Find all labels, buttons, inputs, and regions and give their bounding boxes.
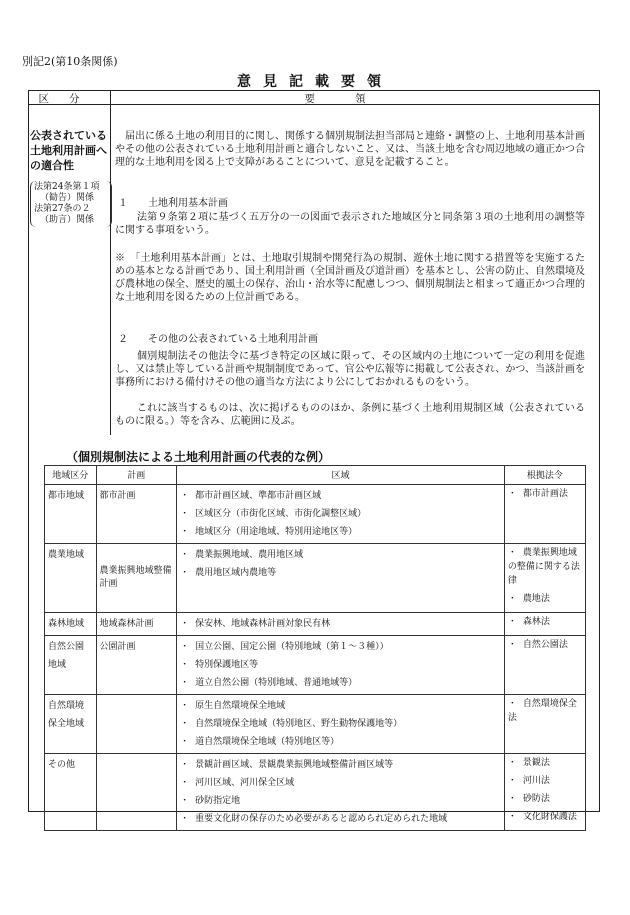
- table-row: [45, 485, 586, 544]
- law-item: ・ 河川法: [508, 774, 582, 788]
- areas-cell: [177, 544, 505, 613]
- intro-paragraph: 届出に係る土地の利用目的に関し、関係する個別規制法担当部局と連絡・調整の上、土地利用基本計画やその他の公表されている土地利用計画と適合しないこと、又は、当該土地を含む周辺地域の適正かつ合理的な土地利用を図る上で支障があることについて、意見を記載すること。: [115, 131, 585, 168]
- area-item: ・ 砂防指定地: [180, 792, 501, 810]
- area-item: ・ 農用地区域内農地等: [180, 564, 501, 582]
- area-item: ・ 保安林、地域森林計画対象民有林: [180, 615, 501, 633]
- section-2-body-2: これに該当するものは、次に掲げるもののほか、条例に基づく土地利用規制区域（公表されているものに限る。）等を含み、広範囲に及ぶ。: [115, 403, 585, 427]
- table-header: 計画: [96, 466, 177, 485]
- category-heading: 公表されている土地利用計画への適合性: [30, 129, 107, 172]
- areas-cell: [177, 636, 505, 695]
- plan-cell: [96, 754, 177, 831]
- table-row: [45, 754, 586, 831]
- area-item: ・ 重要文化財の保存のため必要があると認められ定められた地域: [180, 810, 501, 828]
- laws-cell: [504, 544, 585, 613]
- table-row: [45, 695, 586, 754]
- article-line: 法第27条の２: [34, 204, 91, 214]
- table-row: [45, 544, 586, 613]
- plan-cell: 地域森林計画: [96, 613, 177, 636]
- section-1-body: 法第９条第２項に基づく五万分の一の図面で表示された地域区分と同条第３項の土地利用の調整等に関する事項をいう。: [115, 212, 585, 236]
- table-header: 地域区分: [45, 466, 97, 485]
- plan-cell: [96, 695, 177, 754]
- area-item: ・ 地域区分（用途地域、特別用途地区等）: [180, 523, 501, 541]
- law-item: ・ 文化財保護法: [508, 810, 582, 824]
- region-cell: 自然環境保全地域: [45, 695, 97, 754]
- region-cell: 自然公園地域: [45, 636, 97, 695]
- table-header: 根拠法令: [504, 466, 585, 485]
- region-cell: 森林地域: [45, 613, 97, 636]
- area-item: ・ 道自然環境保全地域（特別地区等）: [180, 733, 501, 751]
- table-row: [45, 636, 586, 695]
- plan-cell: 公園計画: [96, 636, 177, 695]
- areas-cell: [177, 695, 505, 754]
- area-item: ・ 自然環境保全地域（特別地区、野生動物保護地等）: [180, 715, 501, 733]
- area-item: ・ 特別保護地区等: [180, 656, 501, 674]
- areas-cell: [177, 485, 505, 544]
- area-item: ・ 農業振興地域、農用地区域: [180, 546, 501, 564]
- law-item: ・ 砂防法: [508, 792, 582, 806]
- law-item: ・ 森林法: [508, 615, 582, 629]
- region-cell: その他: [45, 754, 97, 831]
- area-item: ・ 道立自然公園（特別地域、普通地域等）: [180, 674, 501, 692]
- area-item: ・ 都市計画区域、準都市計画区域: [180, 487, 501, 505]
- table-subtitle: （個別規制法による土地利用計画の代表的な例）: [66, 450, 331, 464]
- table-header: 区域: [177, 466, 505, 485]
- law-item: ・ 自然環境保全法: [508, 697, 582, 725]
- form-reference: 別記2(第10条関係): [22, 55, 118, 68]
- land-use-plan-table: [44, 465, 586, 831]
- law-item: ・ 景観法: [508, 756, 582, 770]
- area-item: ・ 河川区域、河川保全区域: [180, 774, 501, 792]
- section-2-title: ２ その他の公表されている土地利用計画: [118, 334, 318, 345]
- area-item: ・ 国立公園、国定公園（特別地域（第１～３種））: [180, 638, 501, 656]
- column-divider: [110, 90, 111, 435]
- area-item: ・ 区域区分（市街化区域、市街化調整区域）: [180, 505, 501, 523]
- laws-cell: [504, 695, 585, 754]
- law-item: ・ 自然公園法: [508, 638, 582, 652]
- region-cell: 都市地域: [45, 485, 97, 544]
- area-item: ・ 景観計画区域、景観農業振興地域整備計画区域等: [180, 756, 501, 774]
- law-item: ・ 農業振興地域の整備に関する法律: [508, 546, 582, 588]
- section-1-note: ※ 「土地利用基本計画」とは、土地取引規制や開発行為の規制、遊休土地に関する措置等を実施するための基本となる計画であり、国土利用計画（全国計画及び道計画）を基本とし、公害の防止、自然環境及び農林地の保全、歴史的風土の保存、治山・治水等に配慮しつつ、個別規制法と相まって適正かつ合理的な土地利用を図るための上位計画である。: [115, 253, 585, 303]
- article-reference: [30, 181, 112, 227]
- section-1-title: １ 土地利用基本計画: [118, 198, 228, 209]
- article-line: 法第24条第１項: [34, 182, 100, 192]
- column-header-guidance: 要領: [304, 93, 406, 105]
- plan-cell: 都市計画: [96, 485, 177, 544]
- law-item: ・ 農地法: [508, 592, 582, 606]
- article-line: （勧告）関係: [40, 193, 95, 203]
- laws-cell: [504, 636, 585, 695]
- section-2-body: 個別規制法その他法令に基づき特定の区域に限って、その区域内の土地について一定の利用を促進し、又は禁止等している計画や規制制度であって、官公や広報等に掲載して公表され、かつ、当該計画を事務所における備付けその他の適当な方法により公にしておかれるものをいう。: [115, 351, 585, 388]
- area-item: ・ 原生自然環境保全地域: [180, 697, 501, 715]
- table-header-row: [45, 466, 586, 485]
- laws-cell: [504, 485, 585, 544]
- areas-cell: [177, 754, 505, 831]
- law-item: ・ 都市計画法: [508, 487, 582, 501]
- column-header-category: 区分: [38, 93, 100, 105]
- article-line: （助言）関係: [40, 215, 95, 225]
- laws-cell: [504, 613, 585, 636]
- page-title: 意見記載要領: [237, 74, 393, 90]
- areas-cell: [177, 613, 505, 636]
- laws-cell: [504, 754, 585, 831]
- region-cell: 農業地域: [45, 544, 97, 613]
- table-row: [45, 613, 586, 636]
- plan-cell: 農業振興地域整備計画: [96, 544, 177, 613]
